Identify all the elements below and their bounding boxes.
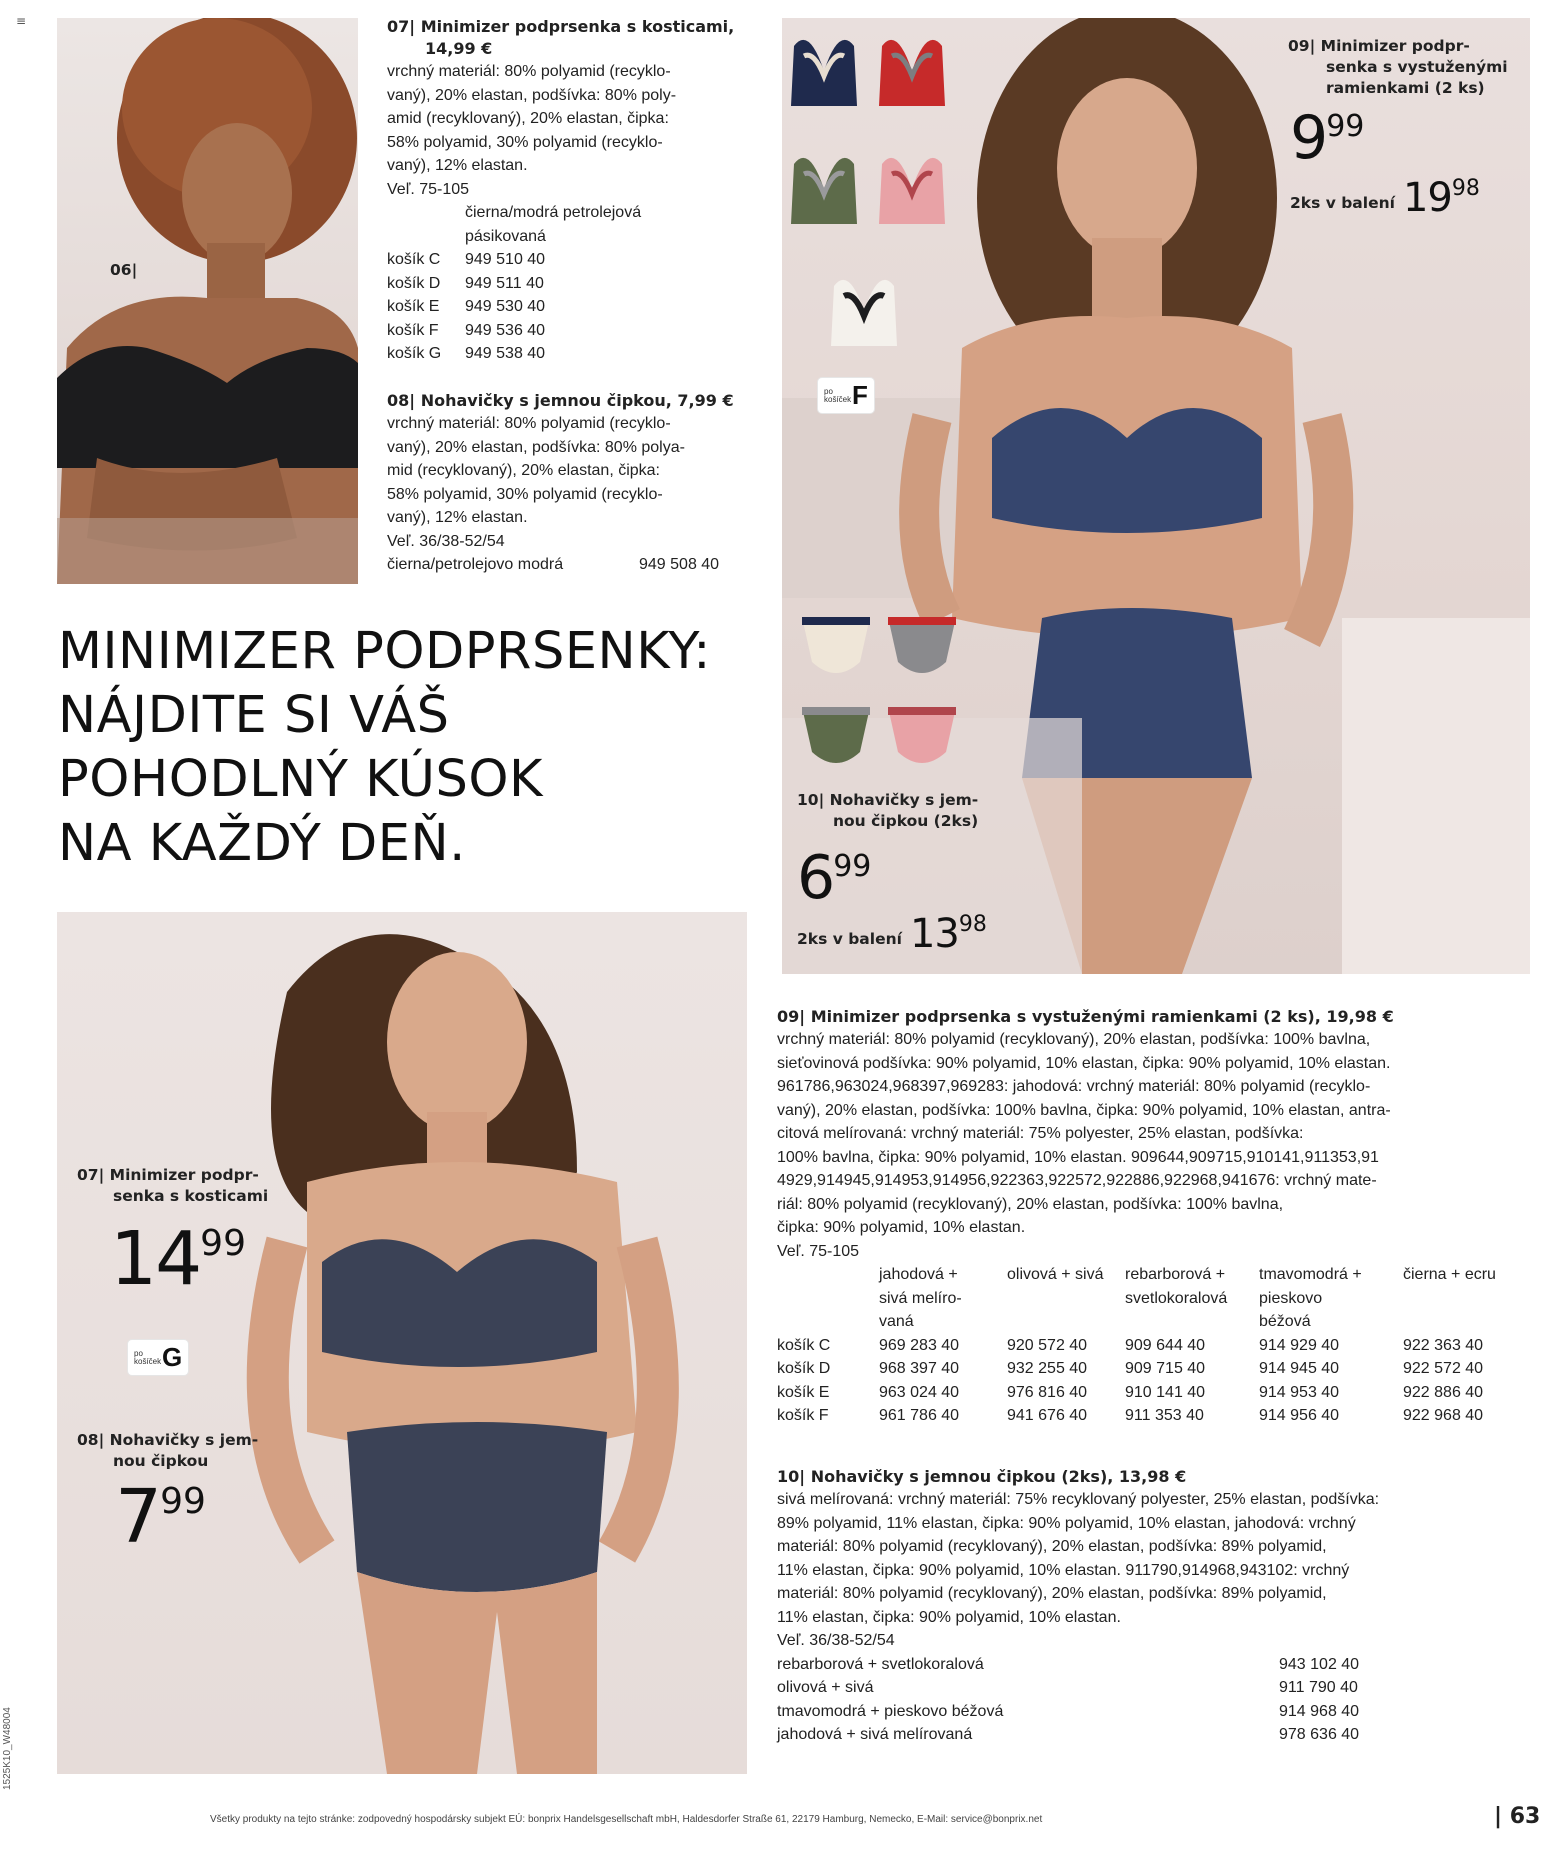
promo10-number: 10|	[797, 791, 825, 809]
article-code: 941 676 40	[1007, 1407, 1088, 1424]
item08-body-line: 58% polyamid, 30% polyamid (recyklo-	[387, 485, 663, 503]
headline-line: NA KAŽDÝ DEŇ.	[58, 814, 466, 873]
article-code: 922 363 40	[1403, 1336, 1484, 1354]
item08-body-line: vrchný materiál: 80% polyamid (recyklo-	[387, 415, 671, 432]
headline-line: NÁJDITE SI VÁŠ	[58, 686, 450, 745]
article-code: 961 786 40	[879, 1407, 960, 1424]
item10-heading-text: Nohavičky s jemnou čipkou (2ks), 13,98 €	[810, 1467, 1187, 1486]
item07-body-line: vaný), 20% elastan, podšívka: 80% poly-	[387, 86, 677, 104]
color-header-line: olivová + sivá	[1007, 1266, 1104, 1283]
item09-body-line: sieťovinová podšívka: 90% polyamid, 10% elastan, čipka: 90% polyamid, 10% elastan.	[777, 1054, 1391, 1072]
price-decimal: 99	[1326, 109, 1365, 144]
bra-swatch-image	[789, 26, 949, 366]
price-decimal: 99	[160, 1481, 206, 1522]
headline-line: POHODLNÝ KÚSOK	[58, 750, 543, 809]
color-header-line: vaná	[879, 1313, 914, 1330]
article-code: 922 886 40	[1403, 1383, 1484, 1401]
item09-body	[777, 1028, 1532, 1263]
price-decimal: 98	[1451, 176, 1480, 201]
color-column-header	[1403, 1263, 1496, 1334]
color-column-header	[1259, 1263, 1403, 1334]
article-code: 911 353 40	[1125, 1407, 1204, 1424]
page-number: | 63	[1494, 1804, 1541, 1829]
item10-heading-number: 10|	[777, 1467, 806, 1486]
cup-badge-letter: F	[852, 380, 868, 410]
item09-body-line: čipka: 90% polyamid, 10% elastan.	[777, 1219, 1026, 1236]
item10-body-line: materiál: 80% polyamid (recyklovaný), 20% elastan, podšívka: 89% polyamid,	[777, 1585, 1327, 1602]
color-name: jahodová + sivá melírovaná	[777, 1726, 973, 1743]
promo07-number: 07|	[77, 1166, 105, 1184]
promo08-label-line: Nohavičky s jem-	[109, 1431, 259, 1449]
article-code: 914 956 40	[1259, 1407, 1340, 1424]
table-row	[387, 342, 545, 366]
price-decimal: 98	[958, 912, 987, 937]
article-code: 914 953 40	[1259, 1383, 1340, 1401]
color-column-header	[879, 1263, 1007, 1334]
table-row	[777, 1676, 1359, 1700]
cup-size-badge-f	[818, 378, 874, 413]
item10-body-line: materiál: 80% polyamid (recyklovaný), 20% elastan, podšívka: 89% polyamid,	[777, 1538, 1327, 1555]
item07-body-line: 58% polyamid, 30% polyamid (recyklo-	[387, 133, 663, 151]
article-code: 949 511 40	[465, 274, 544, 292]
color-name: čierna/petrolejovo modrá	[387, 556, 564, 573]
table-row	[387, 553, 719, 577]
corner-mark: ≡	[16, 14, 27, 28]
article-code: 949 530 40	[465, 298, 546, 315]
promo09-number: 09|	[1288, 37, 1316, 55]
cup-size: košík F	[777, 1407, 829, 1424]
price-decimal: 99	[200, 1223, 246, 1264]
item09-body-line: 100% bavlna, čipka: 90% polyamid, 10% elastan. 909644,909715,910141,911353,91	[777, 1148, 1379, 1166]
item07-body-line: amid (recyklovaný), 20% elastan, čipka:	[387, 110, 669, 127]
promo09-pack-price	[1290, 175, 1480, 221]
color-header-line: rebarborová +	[1125, 1266, 1226, 1283]
item09-code-table	[777, 1263, 1496, 1428]
item10-body-line: Veľ. 36/38-52/54	[777, 1632, 895, 1649]
table-header-row	[777, 1263, 1496, 1334]
item10-body-line: 11% elastan, čipka: 90% polyamid, 10% elastan. 911790,914968,943102: vrchný	[777, 1561, 1350, 1579]
table-row	[387, 319, 545, 343]
item08-body	[387, 412, 747, 553]
item10-body	[777, 1488, 1532, 1653]
promo08-number: 08|	[77, 1431, 105, 1449]
promo08-price	[115, 1474, 206, 1560]
price-integer: 7	[115, 1474, 161, 1560]
item07-heading-text: Minimizer podprsenka s kosticami,	[420, 17, 735, 36]
item09-body-line: 4929,914945,914953,914956,922363,922572,922886,922968,941676: vrchný mate-	[777, 1172, 1377, 1189]
item07-heading-number: 07|	[387, 17, 416, 36]
table-row	[387, 248, 545, 272]
color-header-line: čierna + ecru	[1403, 1266, 1496, 1283]
article-code: 963 024 40	[879, 1383, 960, 1401]
cup-size-badge-g	[128, 1340, 188, 1375]
cup-size: košík C	[777, 1336, 831, 1354]
promo07-label-line: senka s kosticami	[113, 1187, 269, 1205]
article-code: 932 255 40	[1007, 1360, 1088, 1377]
table-row	[777, 1723, 1359, 1747]
article-code: 909 644 40	[1125, 1336, 1206, 1354]
price-integer: 13	[909, 911, 959, 957]
item07-heading-price: 14,99 €	[425, 39, 493, 58]
article-code: 922 572 40	[1403, 1360, 1484, 1377]
article-code: 943 102 40	[1279, 1655, 1360, 1673]
item09-body-line: 961786,963024,968397,969283: jahodová: vrchný materiál: 80% polyamid (recyklo-	[777, 1078, 1371, 1095]
price-integer: 14	[110, 1216, 201, 1302]
promo09-price	[1290, 103, 1365, 173]
item10-body-line: sivá melírovaná: vrchný materiál: 75% recyklovaný polyester, 25% elastan, podšívka:	[777, 1491, 1380, 1508]
item09-heading-number: 09|	[777, 1007, 806, 1026]
table-row	[387, 272, 545, 296]
article-code: 911 790 40	[1279, 1679, 1358, 1696]
table-row	[777, 1381, 1496, 1405]
article-code: 949 536 40	[465, 321, 546, 339]
promo08-label-line: nou čipkou	[113, 1452, 209, 1470]
cup-badge-small-text: po košíček	[134, 1348, 162, 1366]
promo10-price	[797, 843, 872, 913]
promo07-label-line: Minimizer podpr-	[109, 1166, 259, 1184]
item08-heading	[387, 390, 747, 412]
article-code: 909 715 40	[1125, 1360, 1206, 1377]
item08-body-line: vaný), 20% elastan, podšívka: 80% polya-	[387, 438, 685, 456]
photo-model-black-bra-image	[57, 18, 358, 584]
item09-body-line: vrchný materiál: 80% polyamid (recyklovaný), 20% elastan, podšívka: 100% bavlna,	[777, 1031, 1371, 1048]
promo09-label-line: ramienkami (2 ks)	[1326, 79, 1485, 97]
article-code: 969 283 40	[879, 1336, 960, 1354]
panty-color-swatches	[800, 612, 960, 772]
article-code: 968 397 40	[879, 1360, 960, 1377]
article-code: 920 572 40	[1007, 1336, 1088, 1354]
item08-heading-number: 08|	[387, 391, 416, 410]
price-integer: 9	[1290, 103, 1327, 173]
promo07-price	[110, 1216, 246, 1302]
item07-code-table	[387, 248, 545, 366]
color-name: olivová + sivá	[777, 1679, 874, 1696]
item10-description	[777, 1466, 1532, 1747]
bra-color-swatches	[789, 26, 949, 366]
article-code: 949 510 40	[465, 251, 546, 268]
article-code: 949 538 40	[465, 345, 546, 362]
color-name: rebarborová + svetlokoralová	[777, 1655, 984, 1673]
table-row	[777, 1700, 1359, 1724]
table-row	[777, 1334, 1496, 1358]
item09-description	[777, 1006, 1532, 1428]
promo10-label	[797, 790, 997, 832]
item07-color-header-line: čierna/modrá petrolejová	[465, 204, 642, 221]
item07-body-line: vrchný materiál: 80% polyamid (recyklo-	[387, 63, 671, 80]
item10-code-table	[777, 1653, 1359, 1747]
article-code: 949 508 40	[639, 556, 720, 573]
item07-heading	[387, 16, 747, 38]
article-code: 976 816 40	[1007, 1383, 1088, 1401]
item09-body-line: vaný), 20% elastan, podšívka: 100% bavlna, čipka: 90% polyamid, 10% elastan, antra-	[777, 1101, 1391, 1119]
article-code: 914 929 40	[1259, 1336, 1340, 1354]
cup-size: košík G	[387, 345, 442, 362]
color-name: tmavomodrá + pieskovo béžová	[777, 1702, 1004, 1720]
item07-body-line: Veľ. 75-105	[387, 180, 470, 198]
article-code: 978 636 40	[1279, 1726, 1360, 1743]
item09-heading-text: Minimizer podprsenka s vystuženými ramienkami (2 ks), 19,98 €	[810, 1007, 1394, 1026]
promo10-pack-price	[797, 911, 987, 957]
color-header-line: béžová	[1259, 1313, 1311, 1330]
item07-body-line: vaný), 12% elastan.	[387, 157, 528, 174]
item07-color-header	[387, 201, 747, 248]
cup-size: košík C	[387, 251, 441, 268]
price-integer: 6	[797, 843, 834, 913]
color-header-line: jahodová +	[879, 1266, 958, 1283]
item09-body-line: Veľ. 75-105	[777, 1242, 860, 1260]
item08-body-line: mid (recyklovaný), 20% elastan, čipka:	[387, 462, 660, 479]
cup-size: košík E	[387, 298, 440, 315]
item09-body-line: riál: 80% polyamid (recyklovaný), 20% elastan, podšívka: 100% bavlna,	[777, 1195, 1284, 1213]
promo08-label	[77, 1430, 297, 1472]
color-header-line: pieskovo	[1259, 1289, 1323, 1307]
headline-line: MINIMIZER PODPRSENKY:	[58, 622, 711, 681]
cup-badge-small-text: po košíček	[824, 386, 852, 404]
item07-body	[387, 60, 747, 201]
side-code: 1525K10_W48004	[2, 1707, 13, 1790]
item08-body-line: Veľ. 36/38-52/54	[387, 532, 505, 550]
color-column-header	[1007, 1263, 1125, 1334]
item07-color-header-line: pásikovaná	[465, 227, 546, 245]
promo09-label-line: senka s vystuženými	[1326, 58, 1508, 76]
promo07-label	[77, 1165, 297, 1207]
item09-body-line: citová melírovaná: vrchný materiál: 75% polyester, 25% elastan, podšívka:	[777, 1125, 1304, 1142]
article-code: 914 968 40	[1279, 1702, 1360, 1720]
page-headline	[58, 620, 778, 876]
item09-heading	[777, 1006, 1532, 1028]
item08-heading-text: Nohavičky s jemnou čipkou, 7,99 €	[420, 391, 734, 410]
photo1-label: 06|	[110, 261, 138, 279]
article-code: 910 141 40	[1125, 1383, 1206, 1401]
item07-description	[387, 16, 747, 366]
cup-badge-letter: G	[162, 1342, 183, 1372]
panty-swatch-image	[800, 612, 960, 772]
table-row	[777, 1653, 1359, 1677]
item10-heading	[777, 1466, 1532, 1488]
photo-model-black-bra	[57, 18, 358, 584]
price-integer: 19	[1402, 175, 1452, 221]
color-header-line: tmavomodrá +	[1259, 1266, 1362, 1283]
article-code: 914 945 40	[1259, 1360, 1340, 1377]
pack-label: 2ks v balení	[797, 930, 902, 948]
cup-size: košík E	[777, 1383, 830, 1401]
color-header-line: svetlokoralová	[1125, 1289, 1228, 1307]
cup-size: košík D	[777, 1360, 831, 1377]
item08-description	[387, 390, 747, 577]
price-decimal: 99	[833, 849, 872, 884]
table-row	[777, 1404, 1496, 1428]
article-code: 922 968 40	[1403, 1407, 1484, 1424]
table-row	[777, 1357, 1496, 1381]
item08-body-line: vaný), 12% elastan.	[387, 509, 528, 526]
color-header-line: sivá melíro-	[879, 1289, 962, 1307]
color-column-header	[1125, 1263, 1259, 1334]
table-row	[387, 295, 545, 319]
promo09-label	[1288, 36, 1518, 99]
item08-code-table	[387, 553, 719, 577]
promo10-label-line: nou čipkou (2ks)	[833, 812, 979, 830]
cup-size: košík D	[387, 274, 441, 292]
item10-body-line: 89% polyamid, 11% elastan, čipka: 90% polyamid, 10% elastan, jahodová: vrchný	[777, 1514, 1356, 1532]
promo10-label-line: Nohavičky s jem-	[829, 791, 979, 809]
promo09-label-line: Minimizer podpr-	[1320, 37, 1470, 55]
cup-size: košík F	[387, 321, 439, 339]
footer-legal: Všetky produkty na tejto stránke: zodpovedný hospodársky subjekt EÚ: bonprix Handelsgesellschaft mbH, Haldesdorfer Straße 61, 22179 Hamburg, Nemecko, E-Mail: service@bonprix.net	[210, 1814, 1043, 1825]
pack-label: 2ks v balení	[1290, 194, 1395, 212]
item10-body-line: 11% elastan, čipka: 90% polyamid, 10% elastan.	[777, 1608, 1121, 1626]
